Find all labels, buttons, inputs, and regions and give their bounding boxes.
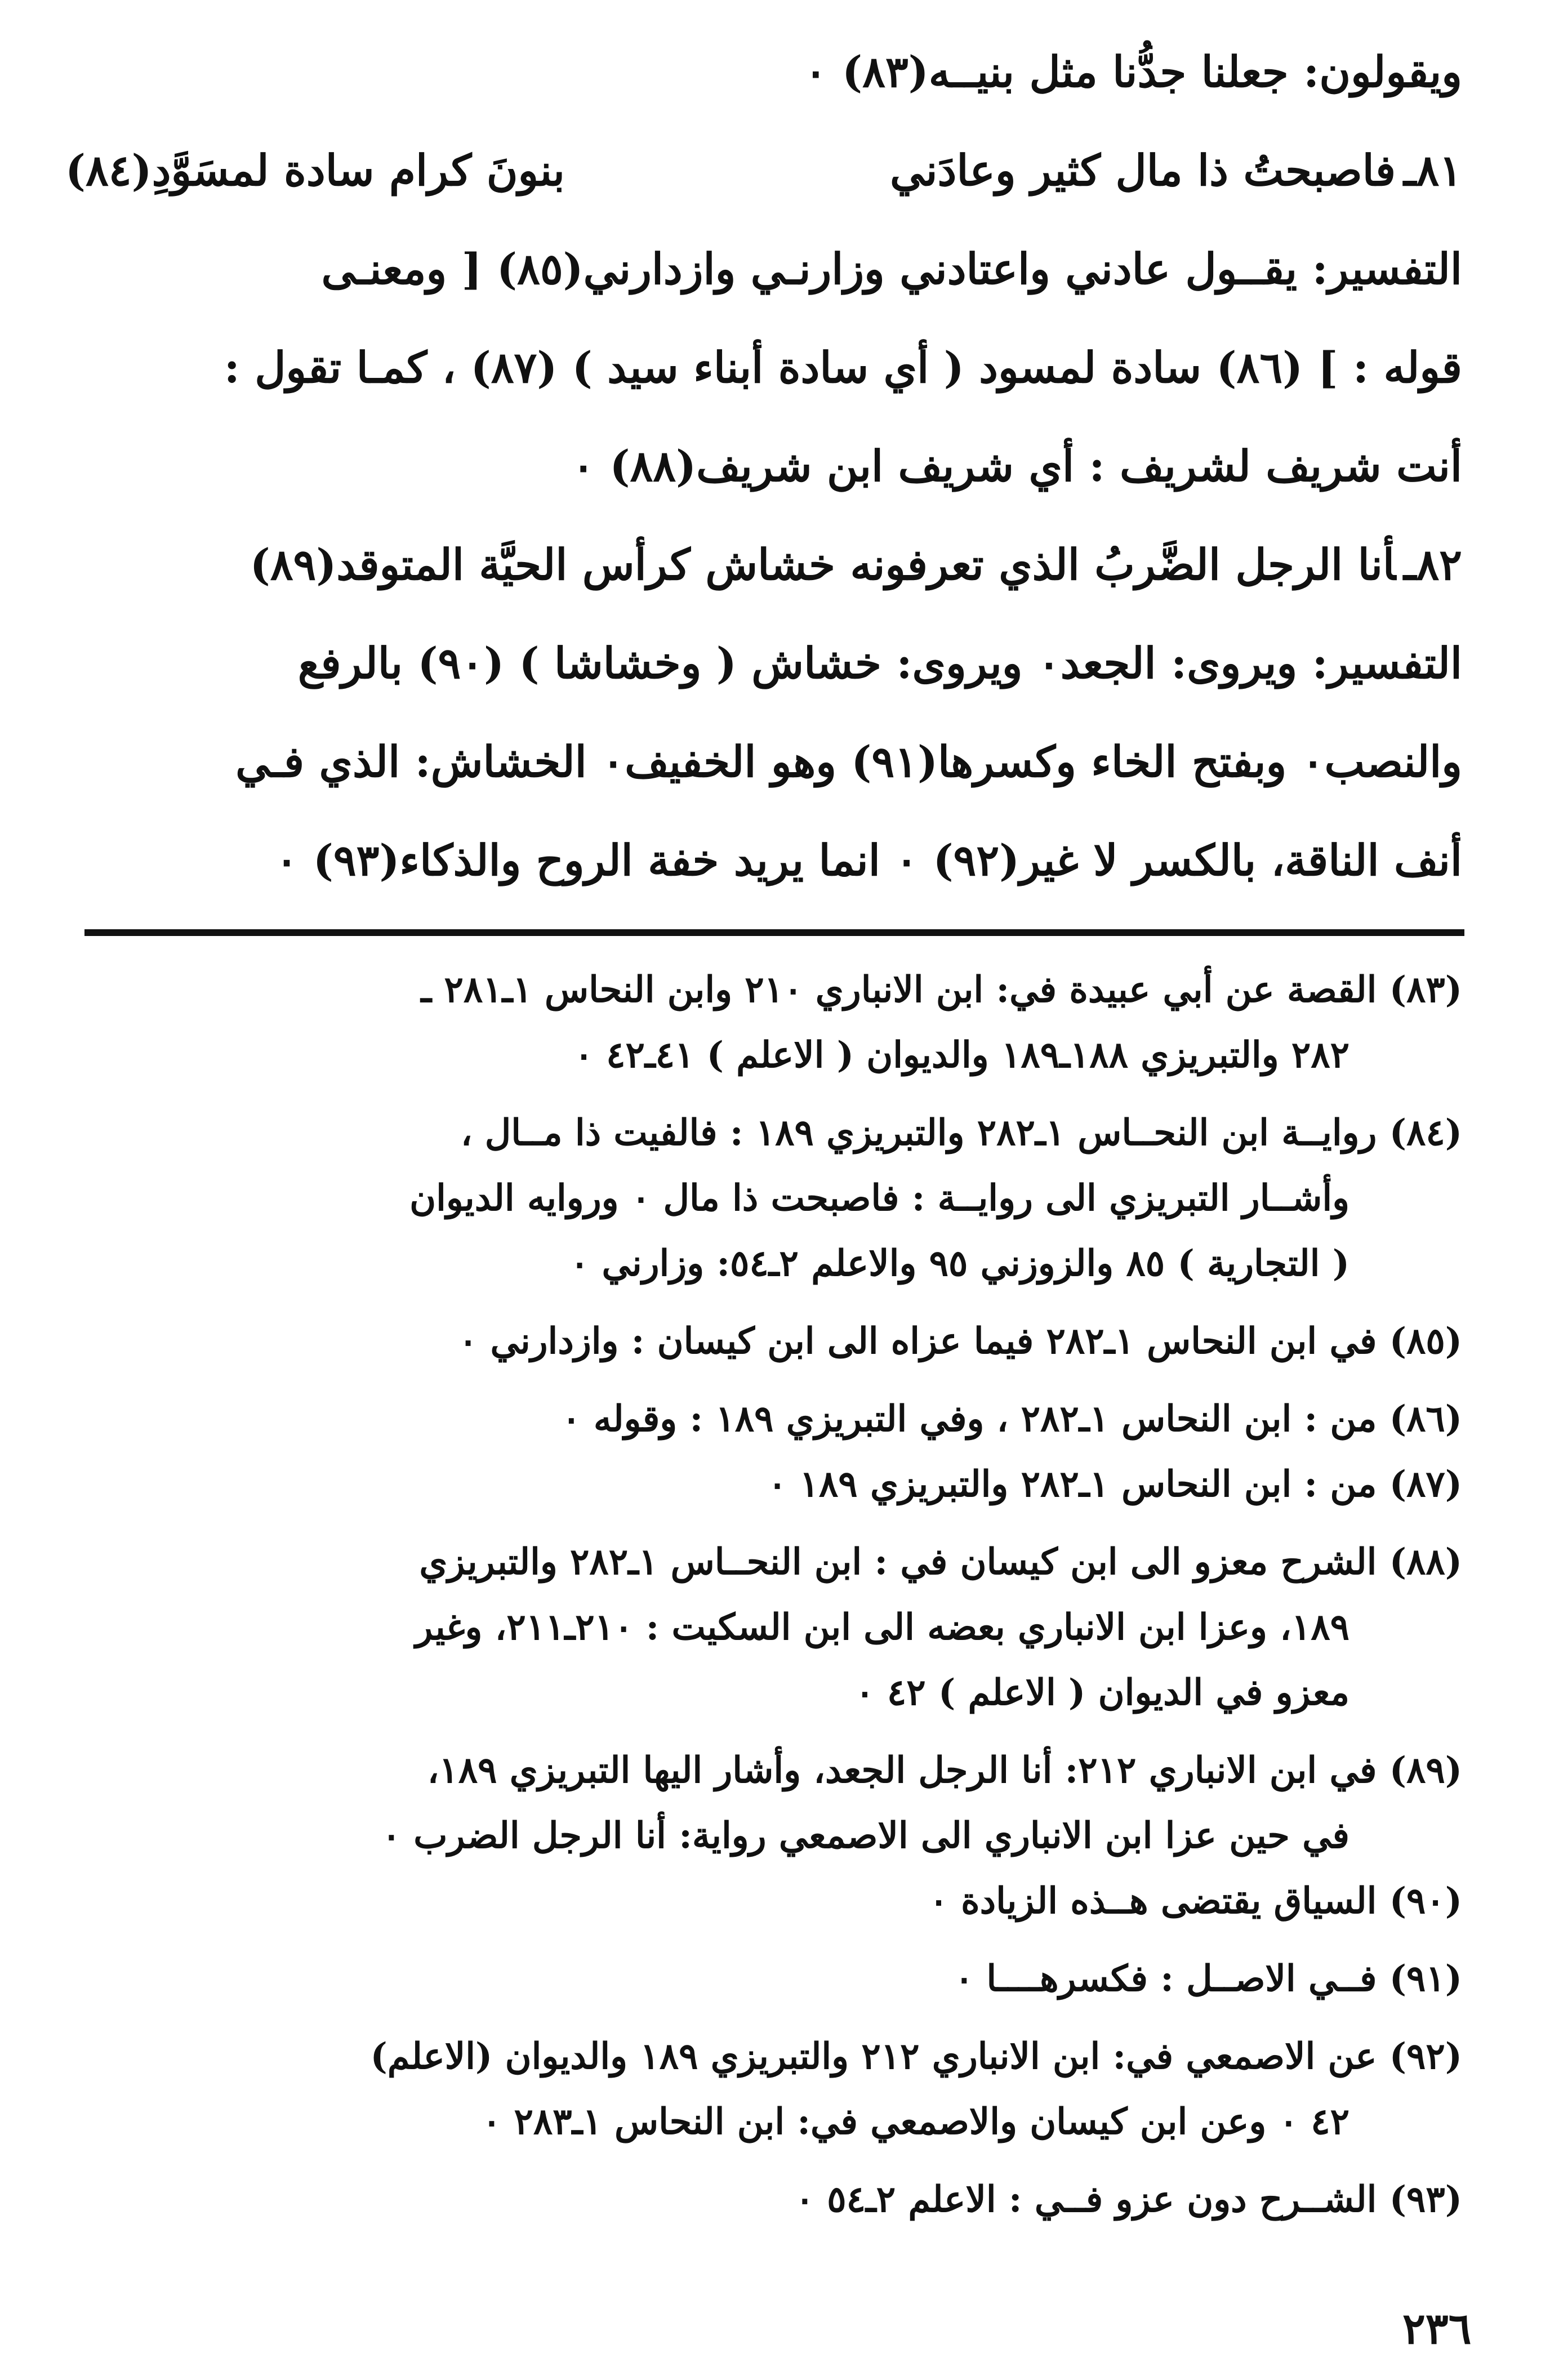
prose-line: أنف الناقة، بالكسر لا غير(٩٢) ٠ انما يريد خفة الروح والذكاء(٩٣) ٠ xyxy=(275,835,1462,885)
verse-81-first-hemistich xyxy=(890,121,1462,220)
footnotes xyxy=(65,957,1462,2245)
footnote-line: (٩٠) السياق يقتضى هــذه الزيادة ٠ xyxy=(929,1880,1462,1922)
verse-81 xyxy=(65,121,1462,220)
footnote-88 xyxy=(65,1530,1462,1726)
footnote-83 xyxy=(65,957,1462,1088)
footnote-line: (٩١) فــي الاصــل : فكسرهــــا ٠ xyxy=(954,1958,1462,2000)
footnote-line: (٨٨) الشرح معزو الى ابن كيسان في : ابن النحــاس ١ـ٢٨٢ والتبريزي xyxy=(419,1541,1462,1583)
hemistich-text: فاصبحتُ ذا مال كثير وعادَني xyxy=(890,145,1396,195)
footnote-line: وأشــار التبريزي الى روايــة : فاصبحت ذا مال ٠ وروايه الديوان xyxy=(409,1177,1350,1219)
footnote-line: (٨٦) من : ابن النحاس ١ـ٢٨٢ ، وفي التبريزي ١٨٩ : وقوله ٠ xyxy=(562,1398,1462,1440)
footnote-line: (٨٥) في ابن النحاس ١ـ٢٨٢ فيما عزاه الى ابن كيسان : وازدارني ٠ xyxy=(458,1320,1462,1362)
prose-line: أنت شريف لشريف : أي شريف ابن شريف(٨٨) ٠ xyxy=(572,441,1462,491)
footnote-line: معزو في الديوان ( الاعلم ) ٤٢ ٠ xyxy=(855,1672,1350,1714)
footnote-line: ٤٢ ٠ وعن ابن كيسان والاصمعي في: ابن النحاس ١ـ٢٨٣ ٠ xyxy=(482,2101,1350,2143)
footnote-divider xyxy=(84,929,1464,936)
footnote-line: (٨٤) روايــة ابن النحــاس ١ـ٢٨٢ والتبريزي ١٨٩ : فالفيت ذا مــال ، xyxy=(460,1112,1462,1154)
footnote-line: (٨٧) من : ابن النحاس ١ـ٢٨٢ والتبريزي ١٨٩ ٠ xyxy=(767,1463,1462,1505)
verse-82-text: أنا الرجل الضَّربُ الذي تعرفونه خشاش كرأس الحيَّة المتوقد(٨٩) xyxy=(250,540,1396,590)
footnote-86-87 xyxy=(65,1387,1462,1517)
verse-82 xyxy=(65,515,1462,614)
footnote-line: في حين عزا ابن الانباري الى الاصمعي رواية: أنا الرجل الضرب ٠ xyxy=(381,1815,1350,1857)
verse-number: ٨١ـ xyxy=(1404,145,1462,195)
verse-81-second-hemistich: بنونَ كرام سادة لمسَوَّدِ(٨٤) xyxy=(65,145,565,195)
footnote-84 xyxy=(65,1100,1462,1296)
prose-line: قوله : ] (٨٦) سادة لمسود ( أي سادة أبناء سيد ) (٨٧) ، كمـا تقول : xyxy=(224,342,1462,393)
footnote-line: ١٨٩، وعزا ابن الانباري بعضه الى ابن السكيت : ٢١٠ـ٢١١، وغير xyxy=(415,1606,1350,1648)
footnote-line: ٢٨٢ والتبريزي ١٨٨ـ١٨٩ والديوان ( الاعلم ) ٤١ـ٤٢ ٠ xyxy=(574,1034,1350,1076)
footnote-91 xyxy=(65,1946,1462,2012)
verse-number: ٨٢ـ xyxy=(1404,540,1462,590)
prose-line: ويقولون: جعلنا جدُّنا مثل بنيــه(٨٣) ٠ xyxy=(804,47,1462,97)
main-text xyxy=(65,23,1462,910)
footnote-85 xyxy=(65,1309,1462,1374)
footnote-line: (٨٣) القصة عن أبي عبيدة في: ابن الانباري ٢١٠ وابن النحاس ١ـ٢٨١ ـ xyxy=(421,969,1462,1011)
prose-line: التفسير: ويروى: الجعد٠ ويروى: خشاش ( وخشاشا ) (٩٠) بالرفع xyxy=(297,638,1462,688)
footnote-line: (٩٢) عن الاصمعي في: ابن الانباري ٢١٢ والتبريزي ١٨٩ والديوان (الاعلم) xyxy=(370,2035,1462,2078)
footnote-89-90 xyxy=(65,1738,1462,1934)
footnote-line: (٩٣) الشــرح دون عزو فــي : الاعلم ٢ـ٥٤ ٠ xyxy=(795,2178,1462,2221)
footnote-92 xyxy=(65,2024,1462,2155)
page-number: ٢٣٦ xyxy=(1402,2303,1472,2354)
footnote-line: (٨٩) في ابن الانباري ٢١٢: أنا الرجل الجعد، وأشار اليها التبريزي ١٨٩، xyxy=(427,1749,1462,1791)
prose-line: التفسير: يقــول عادني واعتادني وزارنـي وازدارني(٨٥) [ ومعنـى xyxy=(321,244,1462,294)
footnote-93 xyxy=(65,2167,1462,2232)
prose-line: والنصب٠ وبفتح الخاء وكسرها(٩١) وهو الخفيف٠ الخشاش: الذي فـي xyxy=(235,737,1462,787)
footnote-line: ( التجارية ) ٨٥ والزوزني ٩٥ والاعلم ٢ـ٥٤: وزارني ٠ xyxy=(569,1242,1350,1285)
